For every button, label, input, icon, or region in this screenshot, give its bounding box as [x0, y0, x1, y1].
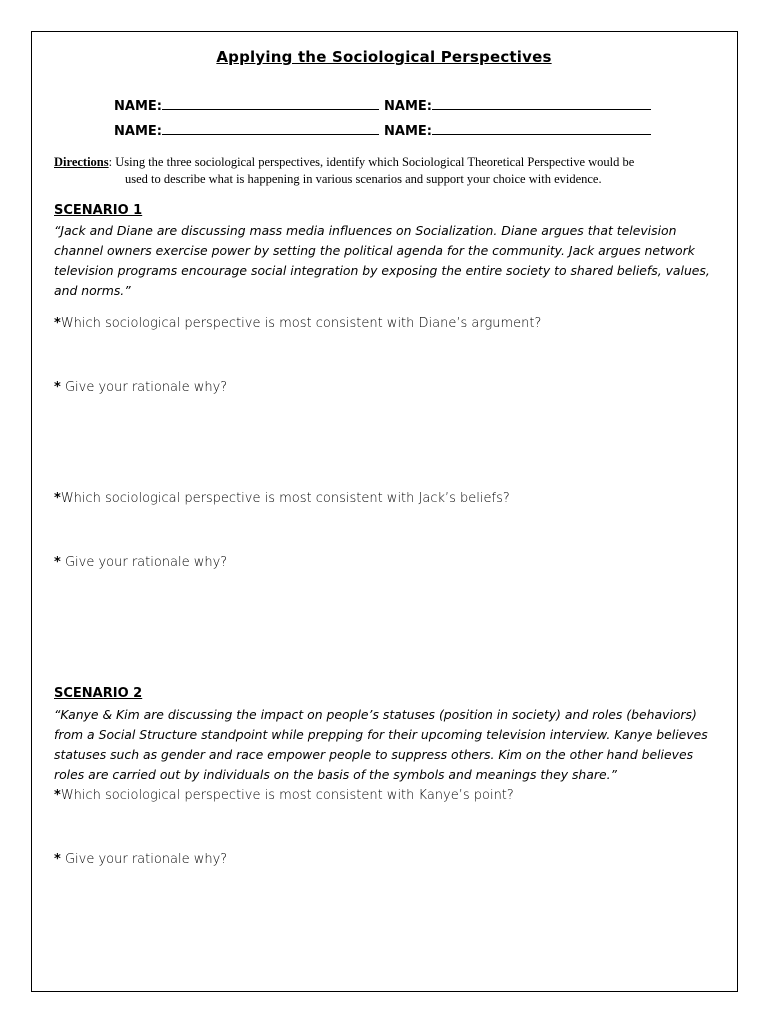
name-blank-line[interactable] — [162, 96, 379, 110]
name-blank-line[interactable] — [432, 96, 651, 110]
asterisk: * — [54, 316, 61, 331]
scenario-2-question-1 — [54, 788, 514, 803]
scenario-2-heading: SCENARIO 2 — [54, 686, 143, 701]
page-title: Applying the Sociological Perspectives — [216, 48, 552, 66]
question-text: Which sociological perspective is most consistent with Jack’s beliefs? — [60, 491, 510, 506]
question-text: Which sociological perspective is most consistent with Diane’s argument? — [60, 316, 542, 331]
name-field-4[interactable] — [384, 121, 651, 139]
scenario-1-text: “Jack and Diane are discussing mass media influences on Socialization. Diane argues that television channel owners exercise power by setting the political agenda for the community. Jack argues network television programs encourage social integration by exposing the entire society to shared beliefs, values, and norms.” — [54, 223, 710, 298]
scenario-1-question-1 — [54, 316, 541, 331]
name-label: NAME: — [114, 99, 162, 114]
scenario-2-rationale-1 — [54, 852, 227, 867]
asterisk: * — [54, 491, 61, 506]
question-text: Give your rationale why? — [60, 852, 228, 867]
asterisk: * — [54, 788, 61, 803]
asterisk: * — [54, 852, 61, 867]
name-label: NAME: — [384, 99, 432, 114]
directions-label: Directions — [54, 155, 109, 169]
name-field-2[interactable] — [384, 96, 651, 114]
name-blank-line[interactable] — [432, 121, 651, 135]
scenario-1-question-2 — [54, 491, 510, 506]
name-field-1[interactable] — [114, 96, 379, 114]
question-text: Which sociological perspective is most consistent with Kanye’s point? — [60, 788, 514, 803]
name-field-3[interactable] — [114, 121, 379, 139]
scenario-1-rationale-1 — [54, 380, 227, 395]
directions-text-line2: used to describe what is happening in various scenarios and support your choice with evidence. — [125, 172, 602, 186]
question-text: Give your rationale why? — [60, 380, 228, 395]
scenario-2-text: “Kanye & Kim are discussing the impact on people’s statuses (position in society) and roles (behaviors) from a Social Structure standpoint while prepping for their upcoming television interview. Kanye believes statuses such as gender and race empower people to suppress others. Kim on the other hand believes roles are carried out by individuals on the basis of the symbols and meanings they share.” — [54, 707, 708, 782]
directions — [54, 154, 704, 188]
name-label: NAME: — [384, 124, 432, 139]
scenario-1-heading: SCENARIO 1 — [54, 203, 143, 218]
name-blank-line[interactable] — [162, 121, 379, 135]
scenario-1-rationale-2 — [54, 555, 227, 570]
name-label: NAME: — [114, 124, 162, 139]
asterisk: * — [54, 555, 61, 570]
asterisk: * — [54, 380, 61, 395]
directions-text-line1: : Using the three sociological perspectives, identify which Sociological Theoretical Perspective would be — [108, 155, 635, 169]
question-text: Give your rationale why? — [60, 555, 228, 570]
